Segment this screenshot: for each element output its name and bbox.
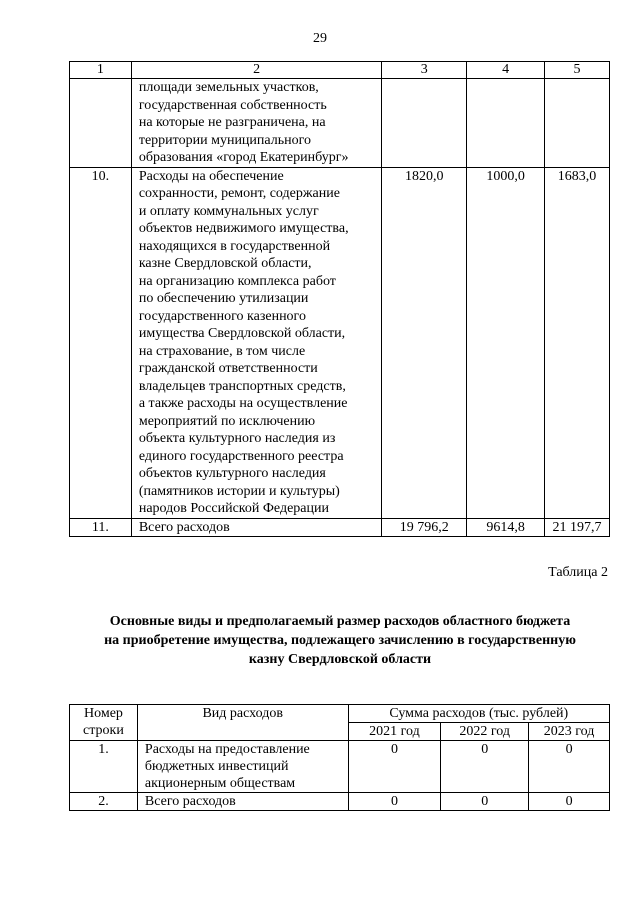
column-number: 2 [131, 62, 382, 79]
column-number: 5 [545, 62, 610, 79]
amount-cell: 0 [529, 793, 610, 811]
row-number: 10. [70, 167, 132, 518]
row-number: 2. [70, 793, 138, 811]
property-acquisition-table [69, 704, 610, 811]
amount-cell: 1000,0 [467, 167, 545, 518]
row-number [70, 79, 132, 168]
table-row-total [70, 518, 610, 537]
column-number: 1 [70, 62, 132, 79]
column-number: 4 [467, 62, 545, 79]
amount-cell: 21 197,7 [545, 518, 610, 537]
column-number-row [70, 62, 610, 79]
expense-description: Всего расходов [137, 793, 348, 811]
header-row-number: Номер строки [70, 705, 138, 741]
amount-cell: 0 [348, 741, 441, 793]
amount-cell: 19 796,2 [382, 518, 467, 537]
column-number: 3 [382, 62, 467, 79]
expenses-table-continued [69, 61, 610, 537]
table-title: Основные виды и предполагаемый размер расходов областного бюджета на приобретение имущества, подлежащего зачислению в государственную казну Свердловской области [104, 614, 576, 667]
table-row [70, 167, 610, 518]
table-row [70, 79, 610, 168]
expense-description: площади земельных участков, государственная собственность на которые не разграничена, на территории муниципального образования «город Екатеринбург» [131, 79, 382, 168]
amount-cell [467, 79, 545, 168]
amount-cell: 0 [441, 793, 529, 811]
amount-cell: 0 [529, 741, 610, 793]
expense-description: Всего расходов [131, 518, 382, 537]
header-sum: Сумма расходов (тыс. рублей) [348, 705, 609, 723]
table-caption: Таблица 2 [548, 565, 608, 580]
table-row [70, 741, 610, 793]
page-number: 29 [313, 31, 327, 46]
table-row-total [70, 793, 610, 811]
amount-cell [382, 79, 467, 168]
amount-cell: 0 [441, 741, 529, 793]
header-expense-kind: Вид расходов [137, 705, 348, 741]
amount-cell: 1820,0 [382, 167, 467, 518]
row-number: 1. [70, 741, 138, 793]
expense-description: Расходы на обеспечение сохранности, ремонт, содержание и оплату коммунальных услуг объектов недвижимого имущества, находящихся в государственной казне Свердловской области, на организацию комплекса работ по обеспечению утилизации государственного казенного имущества Свердловской области, на страхование, в том числе гражданской ответственности владельцев транспортных средств, а также расходы на осуществление мероприятий по исключению объекта культурного наследия из единого государственного реестра объектов культурного наследия (памятников истории и культуры) народов Российской Федерации [131, 167, 382, 518]
row-number: 11. [70, 518, 132, 537]
header-row [70, 705, 610, 723]
header-year: 2023 год [529, 723, 610, 741]
expense-description: Расходы на предоставление бюджетных инвестиций акционерным обществам [137, 741, 348, 793]
amount-cell: 0 [348, 793, 441, 811]
header-year: 2021 год [348, 723, 441, 741]
amount-cell: 9614,8 [467, 518, 545, 537]
amount-cell [545, 79, 610, 168]
header-year: 2022 год [441, 723, 529, 741]
amount-cell: 1683,0 [545, 167, 610, 518]
